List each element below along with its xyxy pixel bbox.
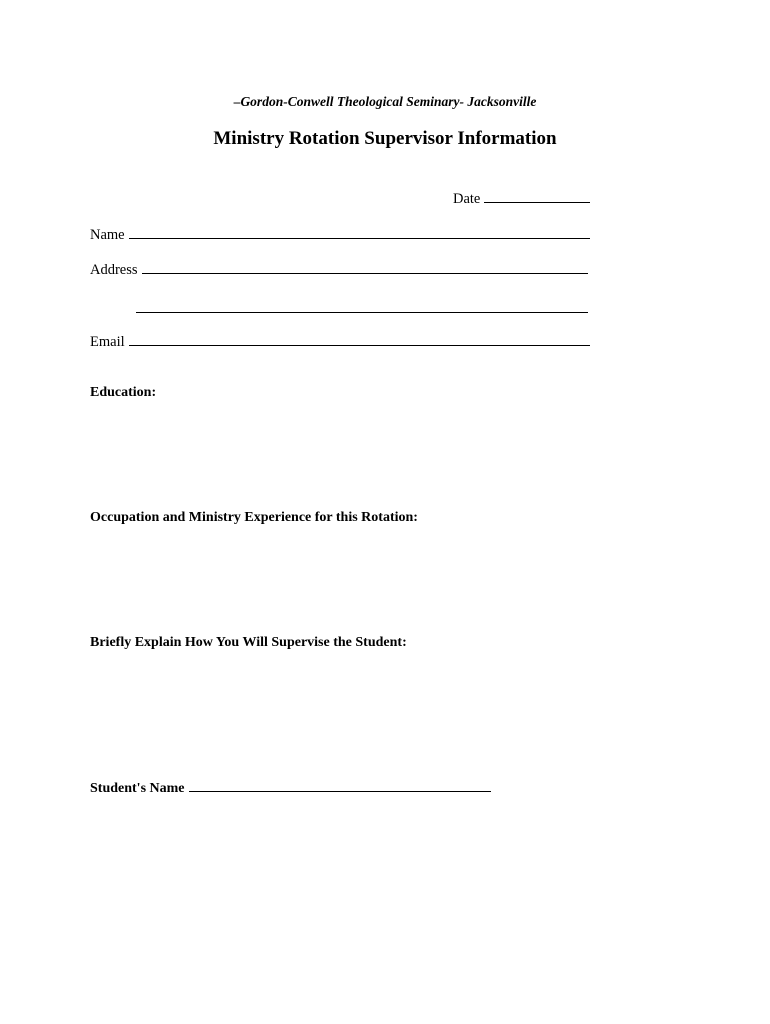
- student-name-blank-line[interactable]: [189, 777, 491, 792]
- address-label: Address: [90, 262, 138, 278]
- address-continuation-line[interactable]: [136, 300, 588, 313]
- page-title: Ministry Rotation Supervisor Information: [213, 128, 557, 149]
- email-blank-line[interactable]: [129, 331, 590, 346]
- student-name-field[interactable]: [90, 777, 491, 797]
- email-label: Email: [90, 334, 125, 350]
- supervision-heading: Briefly Explain How You Will Supervise the Student:: [90, 635, 407, 650]
- name-label: Name: [90, 227, 125, 243]
- date-label: Date: [453, 191, 481, 207]
- name-field[interactable]: [90, 224, 590, 244]
- occupation-heading: Occupation and Ministry Experience for this Rotation:: [90, 510, 418, 525]
- address-field[interactable]: [90, 259, 588, 279]
- education-heading: Education:: [90, 385, 157, 400]
- name-blank-line[interactable]: [129, 224, 590, 239]
- date-field[interactable]: [453, 188, 590, 208]
- institution-header: –Gordon-Conwell Theological Seminary- Jacksonville: [233, 94, 537, 109]
- date-blank-line[interactable]: [484, 188, 590, 203]
- address-blank-line[interactable]: [142, 259, 588, 274]
- student-name-label: Student's Name: [90, 781, 185, 796]
- email-field[interactable]: [90, 331, 590, 351]
